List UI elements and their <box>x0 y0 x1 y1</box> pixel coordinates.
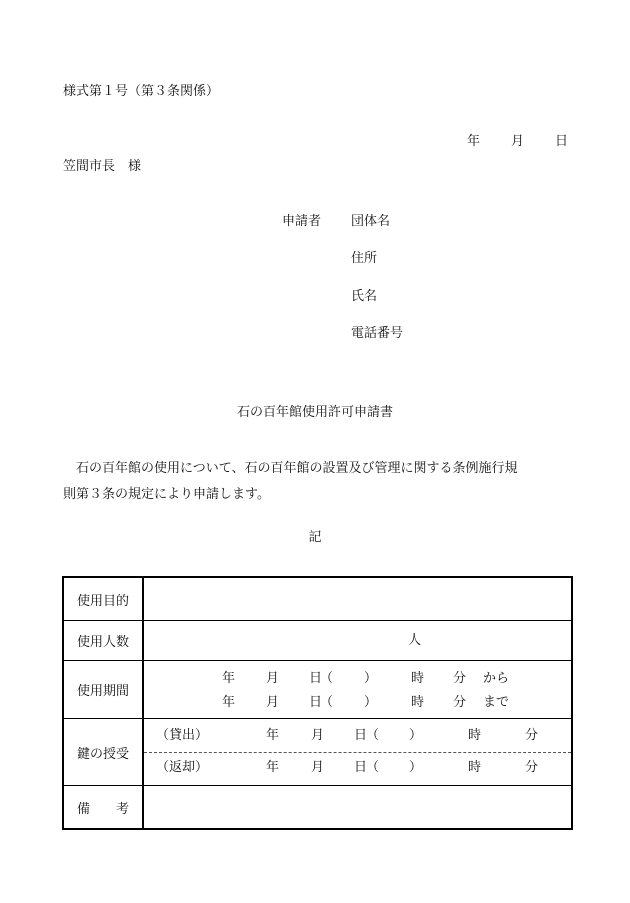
table-row-remarks <box>63 786 572 830</box>
period-from: から <box>483 671 510 686</box>
key-dashed-divider <box>144 752 571 753</box>
period-paren-close: ） <box>364 671 378 686</box>
key-hour: 時 <box>468 760 482 775</box>
form-number: 様式第１号（第３条関係） <box>63 84 220 99</box>
key-paren-open: （ <box>366 728 380 743</box>
period-month: 月 <box>266 695 280 710</box>
key-month: 月 <box>311 728 325 743</box>
key-return-label: （返却） <box>156 760 209 775</box>
applicant-name-label: 氏名 <box>351 289 378 304</box>
key-paren-close: ） <box>409 760 423 775</box>
table-row-key <box>63 719 572 786</box>
addressee: 笠間市長 様 <box>63 159 142 174</box>
table-row-purpose <box>63 577 572 621</box>
applicant-organization-label: 団体名 <box>351 214 391 229</box>
key-year: 年 <box>266 728 280 743</box>
period-paren-close: ） <box>364 695 378 710</box>
ki-heading: 記 <box>308 530 322 545</box>
count-input-cell[interactable] <box>143 621 572 661</box>
key-year: 年 <box>266 760 280 775</box>
key-day: 日 <box>354 760 368 775</box>
period-minute: 分 <box>453 695 467 710</box>
purpose-label: 使用目的 <box>63 577 143 621</box>
applicant-label: 申請者 <box>282 214 322 229</box>
key-month: 月 <box>311 760 325 775</box>
period-year: 年 <box>222 695 236 710</box>
date-month-label: 月 <box>511 134 525 149</box>
applicant-phone-label: 電話番号 <box>351 326 404 341</box>
period-input-cell[interactable] <box>143 661 572 719</box>
period-paren-open: （ <box>320 671 334 686</box>
table-row-count <box>63 621 572 661</box>
document-title: 石の百年館使用許可申請書 <box>236 405 393 420</box>
period-paren-open: （ <box>320 695 334 710</box>
date-year-label: 年 <box>467 134 481 149</box>
period-minute: 分 <box>453 671 467 686</box>
key-minute: 分 <box>525 760 539 775</box>
key-paren-close: ） <box>409 728 423 743</box>
body-text-line: 石の百年館の使用について、石の百年館の設置及び管理に関する条例施行規 <box>63 461 518 476</box>
table-row-period <box>63 661 572 719</box>
period-day: 日 <box>309 695 323 710</box>
key-label: 鍵の授受 <box>63 719 143 786</box>
remarks-input-cell[interactable] <box>143 786 572 830</box>
key-minute: 分 <box>525 728 539 743</box>
applicant-address-label: 住所 <box>351 251 378 266</box>
period-month: 月 <box>266 671 280 686</box>
period-year: 年 <box>222 671 236 686</box>
period-label: 使用期間 <box>63 661 143 719</box>
application-table <box>62 576 573 830</box>
key-paren-open: （ <box>366 760 380 775</box>
purpose-input-cell[interactable] <box>143 577 572 621</box>
count-unit: 人 <box>408 633 422 648</box>
remarks-label: 備 考 <box>63 786 143 830</box>
period-until: まで <box>483 695 510 710</box>
date-day-label: 日 <box>555 134 569 149</box>
count-label: 使用人数 <box>63 621 143 661</box>
body-text-line: 則第３条の規定により申請します。 <box>63 487 270 502</box>
body-text <box>63 456 583 508</box>
period-hour: 時 <box>411 671 425 686</box>
period-day: 日 <box>309 671 323 686</box>
key-hour: 時 <box>468 728 482 743</box>
key-input-cell[interactable] <box>143 719 572 786</box>
key-lend-label: （貸出） <box>156 728 209 743</box>
key-day: 日 <box>354 728 368 743</box>
period-hour: 時 <box>411 695 425 710</box>
